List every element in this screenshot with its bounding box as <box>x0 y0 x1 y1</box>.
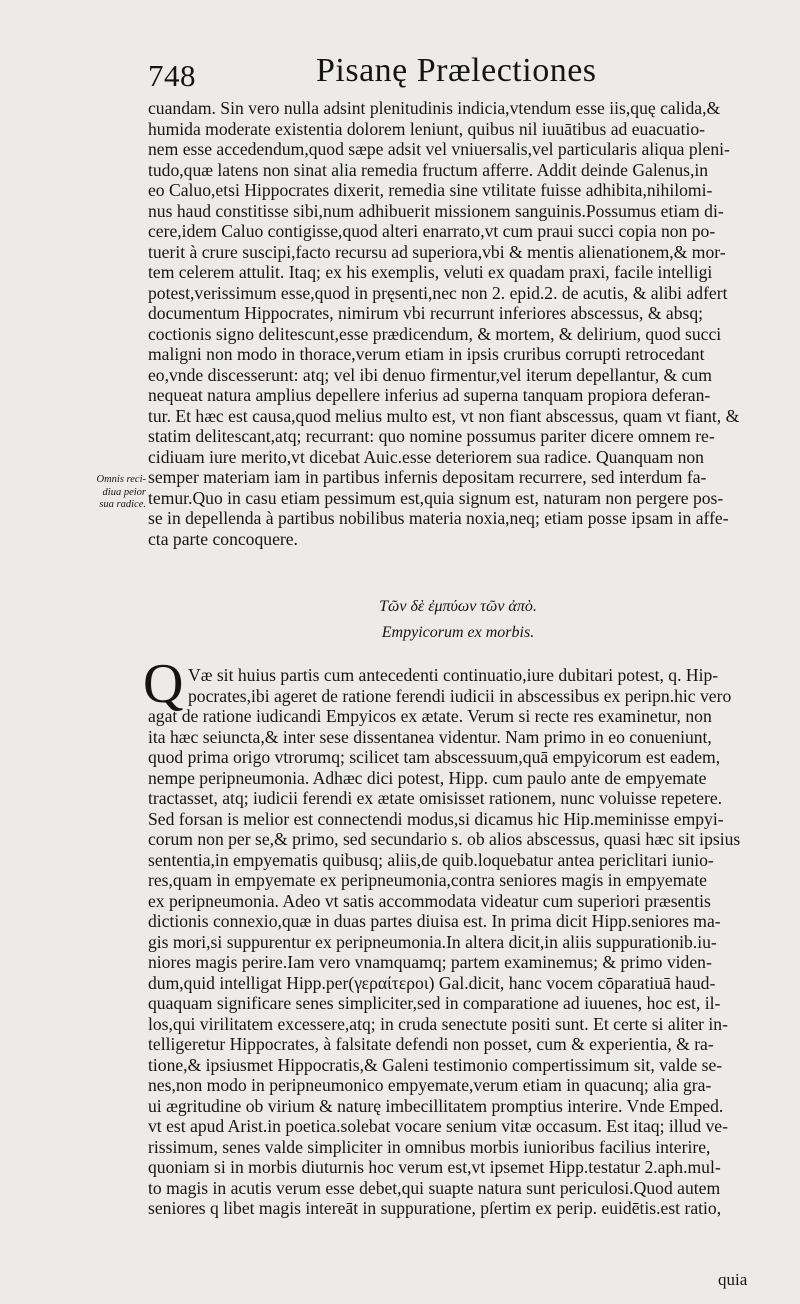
margin-note-line: diua peior <box>102 486 146 498</box>
text-line: se in depellenda à partibus nobilibus materia noxia,neq; etiam posse ipsam in affe- <box>148 508 729 528</box>
text-line: pocrates,ibi ageret de ratione ferendi iudicii in abscessibus ex peripn.hic vero <box>188 685 732 706</box>
text-line: tione,& ipsiusmet Hippocratis,& Galeni testimonio compertissimum sit, valde se- <box>148 1054 723 1075</box>
text-line: Væ sit huius partis cum antecedenti continuatio,iure dubitari potest, q. Hip- <box>188 665 719 685</box>
text-line: los,qui virilitatem excessere,atq; in cruda senectute positi sunt. Et certe si aliter in- <box>148 1013 728 1034</box>
text-line: seniores q libet magis intereāt in suppuratione, pſertim ex perip. euidētis.est ratio, <box>148 1198 722 1218</box>
text-line: cta parte concoquere. <box>148 528 298 549</box>
text-line: eo Caluo,etsi Hippocrates dixerit, remedia sine vtilitate fuisse adhibita,nihilomi- <box>148 180 713 200</box>
greek-section-heading: Τῶν δὲ ἐμπύων τῶν ἀπὸ. <box>379 598 537 615</box>
text-line: tem celerem attulit. Itaq; ex his exemplis, veluti ex quadam praxi, facile intelligi <box>148 262 713 282</box>
text-line: cere,idem Caluo contigisse,quod alteri enarrato,vt cum praui succi copia non po- <box>148 221 716 241</box>
text-line: potest,verissimum esse,quod in pręsenti,nec non 2. epid.2. de acutis, & alibi adfert <box>148 282 728 303</box>
page-number: 748 <box>148 58 196 93</box>
text-line: nes,non modo in peripneumonico empyemate,verum etiam in quacunq; alia gra- <box>148 1075 712 1095</box>
text-line: agat de ratione iudicandi Empyicos ex ætate. Verum si recte res examinetur, non <box>148 706 712 726</box>
text-line: nequeat natura amplius depellere inferius ad superna tanquam propiora deferan- <box>148 385 711 405</box>
text-line: to magis in acutis verum esse debet,qui suapte natura sunt periculosi.Quod autem <box>148 1177 721 1198</box>
text-line: semper materiam iam in partibus infernis depositam recurrere, sed interdum fa- <box>148 467 707 487</box>
text-line: vt est apud Arist.in poetica.solebat vocare senium vitæ occasum. Est itaq; illud ve- <box>148 1116 728 1136</box>
running-title: Pisanę Prælectiones <box>316 52 597 89</box>
margin-note <box>56 474 146 512</box>
text-line: quod prima origo vtrorumq; scilicet tam abscessuum,quā empyicorum est eadem, <box>148 747 721 767</box>
text-line: quaquam significare senes simpliciter,sed in comparatione ad iuuenes, hoc est, il- <box>148 993 721 1013</box>
margin-note-line: Omnis reci- <box>96 474 146 485</box>
text-line: statim delitescant,atq; recurrant: quo nomine possumus pariter dicere omnem re- <box>148 426 715 446</box>
page-header <box>148 44 768 94</box>
first-text-block <box>148 98 768 549</box>
text-line: documentum Hippocrates, nimirum vbi recurrunt inferiores abscessus, & absq; <box>148 303 704 323</box>
text-line: cidiuam iure merito,vt dicebat Auic.esse deteriorem sua radice. Quanquam non <box>148 446 704 467</box>
text-line: Sed forsan is melior est connectendi modus,si dicamus hic Hip.meminisse empyi- <box>148 808 724 829</box>
drop-cap-initial: Q <box>143 653 184 715</box>
text-line: eo,vnde discesserunt: atq; vel ibi denuo firmentur,vel iterum depellantur, & cum <box>148 364 712 385</box>
text-line: nem esse accedendum,quod sæpe adsit vel vniuersalis,vel particularis aliqua pleni- <box>148 139 730 159</box>
text-line: coctionis signo delitescunt,esse prædicendum, & mortem, & delirium, quod succi <box>148 323 722 344</box>
text-line: maligni non modo in thorace,verum etiam in ipsis cruribus corrupti retrocedant <box>148 344 705 364</box>
text-line: rissimum, senes valde simpliciter in omnibus morbis iunioribus facilius interire, <box>148 1136 711 1157</box>
text-line: corum non per se,& primo, sed secundario s. ob alios abscessus, quasi hæc sit ipsius <box>148 829 741 849</box>
text-line: humida moderate existentia dolorem leniunt, quibus nil iuuātibus ad euacuatio- <box>148 118 705 139</box>
text-line: ui ægritudine ob virium & naturę imbecillitatem promptius interire. Vnde Emped. <box>148 1095 724 1116</box>
latin-section-heading: Empyicorum ex morbis. <box>381 624 535 641</box>
text-line: tractasset, atq; iudicii ferendi ex ætate omisisset rationem, nunc voluisse repetere. <box>148 788 723 808</box>
text-line: tur. Et hæc est causa,quod melius multo est, vt non fiant abscessus, quam vt fiant, & <box>148 405 740 426</box>
text-line: sententia,in empyematis quibusq; aliis,de quib.loquebatur antea periclitari iunio- <box>148 849 714 870</box>
catchword: quia <box>718 1270 748 1289</box>
text-line: telligeretur Hippocrates, à falsitate defendi non posset, cum & experientia, & ra- <box>148 1034 714 1054</box>
text-line: tudo,quæ latens non sinat alia remedia fructum afferre. Addit deinde Galenus,in <box>148 159 709 180</box>
text-line: dum,quid intelligat Hipp.per(γεραίτεροι) Gal.dicit, hanc vocem cōparatiuā haud- <box>148 972 716 993</box>
text-line: tuerit à crure suscipi,facto recursu ad superiora,vbi & mentis alienationem,& mor- <box>148 241 726 262</box>
text-line: ita hæc seiuncta,& inter sese dissentanea videntur. Nam primo in eo conueniunt, <box>148 726 712 747</box>
text-line: niores magis perire.Iam vero vnamquamq; partem examinemus; & primo viden- <box>148 952 712 972</box>
text-line: gis mori,si suppurentur ex peripneumonia.In altera dicit,in aliis suppurationib.iu- <box>148 931 717 952</box>
text-line: temur.Quo in casu etiam pessimum est,quia signum est, naturam non pergere pos- <box>148 487 724 508</box>
text-line: nempe peripneumonia. Adhæc dici potest, Hipp. cum paulo ante de empyemate <box>148 767 707 788</box>
second-text-block <box>148 665 768 1219</box>
text-line: nus haud constitisse sibi,num adhibuerit missionem sanguinis.Possumus etiam di- <box>148 200 724 221</box>
text-line: cuandam. Sin vero nulla adsint plenitudinis indicia,vtendum esse iis,quę calida,& <box>148 98 721 118</box>
text-line: dictionis connexio,quæ in duas partes diuisa est. In prima dicit Hipp.seniores ma- <box>148 911 721 931</box>
margin-note-line: sua radice. <box>99 499 146 510</box>
text-line: quoniam si in morbis diuturnis hoc verum est,vt ipsemet Hipp.testatur 2.aph.mul- <box>148 1157 721 1177</box>
text-line: res,quam in empyemate ex peripneumonia,contra seniores magis in empyemate <box>148 870 707 890</box>
text-line: ex peripneumonia. Adeo vt satis accommodata videatur cum superiori præsentis <box>148 890 711 911</box>
